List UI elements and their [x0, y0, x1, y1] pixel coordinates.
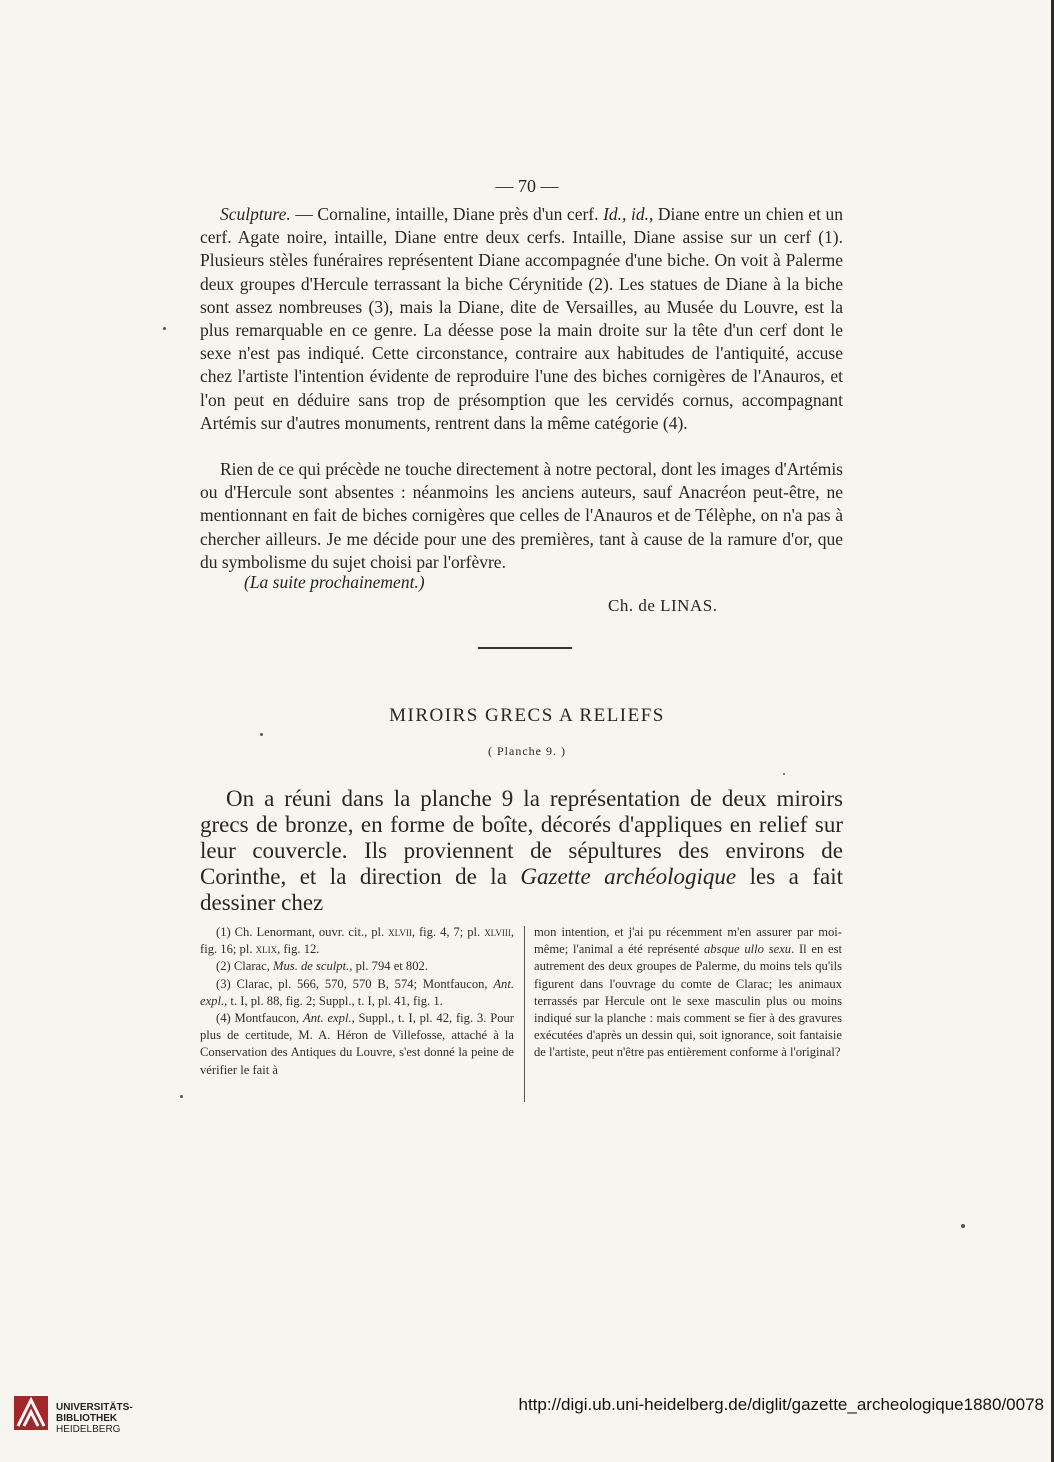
journal-title: Gazette archéologique — [520, 864, 737, 889]
intro-text-a: On a réuni dans la planche 9 la représentation de deux miroirs grecs de bronze, en forme de boîte, décorés d'appliques en relief sur leur couvercle. Ils proviennent de sépultures des environs de Corinthe, et la direction de la — [200, 786, 843, 889]
lead-word: Sculpture. — [220, 204, 291, 224]
fn1-g: , fig. 12. — [277, 942, 320, 957]
fn3-c: , t. I, pl. 88, fig. 2; Suppl., t. I, pl. 41, fig. 1. — [224, 993, 443, 1008]
scan-speck — [163, 327, 166, 330]
fn2-a: (2) Clarac, — [216, 959, 273, 974]
library-line-3: HEIDELBERG — [56, 1424, 121, 1435]
para1-text-a: — Cornaline, intaille, Diane près d'un cerf. — [290, 204, 604, 224]
scan-speck — [180, 1095, 183, 1098]
scan-speck — [783, 773, 785, 775]
library-line-1: UNIVERSITÄTS- — [56, 1402, 133, 1413]
fn2-b: Mus. de sculpt. — [273, 959, 350, 974]
paragraph-sculpture — [200, 203, 843, 435]
para1-text-b: Diane entre un chien et un cerf. Agate noire, intaille, Diane entre deux cerfs. Intaille, Diane assise sur un cerf (1). Plusieurs stèles funéraires représentent Diane accompagnée d'une biche. On voit à Palerme deux groupes d'Hercule terrassant la biche Cérynitide (2). Les statues de Diane à la biche sont assez nombreuses (3), mais la Diane, dite de Versailles, au Musée du Louvre, est la plus remarquable en ce genre. La déesse pose la main droite sur la tête d'un cerf dont le sexe n'est pas indiqué. Cette circonstance, contraire aux habitudes de l'antiquité, accuse chez l'artiste l'intention évidente de reproduire l'une des biches cornigères de l'Anauros, et l'on peut en déduire sans trop de présomption que les cervidés cornus, accompagnant Artémis sur d'autres monuments, rentrent dans la même catégorie (4). — [200, 204, 843, 433]
fn4-a: (4) Montfaucon, — [216, 1011, 304, 1026]
scan-speck — [260, 733, 263, 736]
fn3-a: (3) Clarac, pl. 566, 570, 570 B, 574; Montfaucon, — [216, 976, 494, 991]
intro-text-b: les a fait dessiner chez — [200, 864, 843, 915]
fn1-f: xlix — [255, 942, 278, 957]
library-line-2: BIBLIOTHEK — [56, 1413, 118, 1424]
fn1-d: xlviii — [484, 925, 511, 939]
plate-reference: ( Planche 9. ) — [488, 744, 566, 758]
footnote-4 — [200, 1010, 514, 1079]
footnote-4-continued — [534, 924, 842, 1062]
fn4-cont-b: absque ullo sexu — [703, 942, 792, 957]
fn1-c: , fig. 4, 7; pl. — [411, 925, 485, 939]
footnote-column-divider — [524, 926, 525, 1102]
fn4-cont-c: . Il en est autrement des deux groupes de Palerme, du moins tels qu'ils figurent dans l'ouvrage du comte de Clarac; les animaux terrassés par Hercule ont le sexe masculin plus ou moins indiqué sur la planche : mais comment se fier à des gravures exécutées d'après un dessin qui, soit ignorance, soit fantaisie de l'artiste, peut n'être pas entièrement conforme à l'original? — [534, 942, 842, 1060]
fn4-c: , Suppl., t. I, pl. 42, fig. 3. Pour plus de certitude, M. A. Héron de Villefosse, attaché à la Conservation des Antiques du Louvre, s'est donné la peine de vérifier le fait à — [200, 1011, 514, 1077]
paragraph-rien: Rien de ce qui précède ne touche directement à notre pectoral, dont les images d'Artémis ou d'Hercule sont absentes : néanmoins les anciens auteurs, sauf Anacréon peut-être, ne mentionnant en fait de biches cornigères que celles de l'Anauros et de Télèphe, on n'a pas à chercher ailleurs. Je me décide pour une des premières, tant à cause de la ramure d'or, que du symbolisme du sujet choisi par l'orfèvre. — [200, 459, 843, 572]
author-signature: Ch. de LINAS. — [608, 596, 718, 615]
section-divider — [478, 647, 572, 649]
ibid-ref: Id., id., — [603, 204, 654, 224]
fn1-b: xlvii — [388, 925, 412, 939]
library-name — [56, 1402, 133, 1435]
footnote-1 — [200, 924, 514, 958]
fn4-cont-a: mon intention, et j'ai pu récemment m'en assurer par moi-même; l'animal a été représenté — [534, 925, 842, 957]
fn1-e: , fig. 16; pl. — [200, 925, 515, 957]
footnote-3 — [200, 976, 514, 1010]
page-number: — 70 — — [495, 176, 559, 196]
scan-speck — [961, 1224, 965, 1228]
footnotes-right — [534, 924, 842, 1062]
fn4-b: Ant. expl. — [303, 1011, 352, 1026]
source-url[interactable]: http://digi.ub.uni-heidelberg.de/diglit/gazette_archeologique1880/0078 — [518, 1395, 1044, 1414]
article-intro — [200, 786, 843, 916]
library-logo-icon — [14, 1396, 48, 1430]
section-title: MIROIRS GRECS A RELIEFS — [389, 705, 665, 726]
fn2-c: , pl. 794 et 802. — [349, 959, 428, 974]
fn1-a: (1) Ch. Lenormant, ouvr. cit., pl. — [216, 925, 389, 939]
footnote-2 — [200, 958, 514, 975]
continuation-note: (La suite prochainement.) — [244, 572, 425, 592]
footnotes-left — [200, 924, 514, 1079]
fn3-b: Ant. expl. — [200, 976, 514, 1008]
